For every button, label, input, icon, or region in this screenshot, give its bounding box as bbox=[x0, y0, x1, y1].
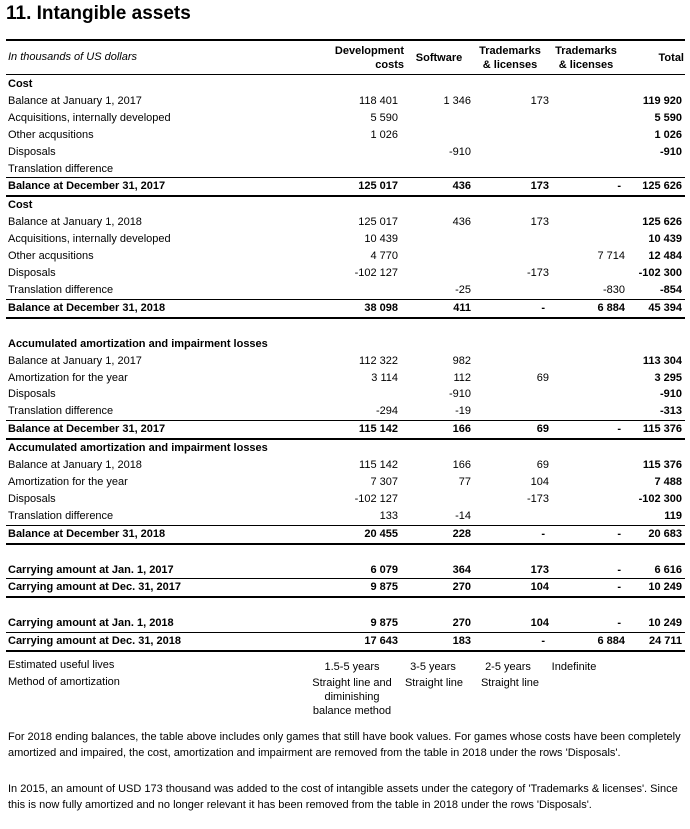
table-row bbox=[6, 144, 685, 161]
cell-development-costs: -102 127 bbox=[354, 492, 398, 505]
cell-total: 3 295 bbox=[654, 371, 682, 384]
cell-development-costs: 9 875 bbox=[370, 617, 398, 630]
total-row bbox=[6, 633, 685, 651]
cell-trademarks-2 bbox=[553, 370, 629, 387]
section-header-row bbox=[6, 76, 685, 93]
row-label: Balance at December 31, 2017 bbox=[6, 421, 310, 439]
cell-software: -14 bbox=[455, 509, 471, 522]
cell-trademarks-2 bbox=[553, 214, 629, 231]
cell-total: 113 304 bbox=[642, 354, 682, 367]
cell-trademarks-1: 173 bbox=[530, 563, 549, 576]
row-label bbox=[6, 318, 310, 336]
cell-total bbox=[629, 76, 685, 93]
method-of-amortization-label: Method of amortization bbox=[8, 676, 120, 688]
table-row bbox=[6, 265, 685, 282]
cell-total: -102 300 bbox=[638, 492, 682, 505]
cell-software bbox=[402, 161, 475, 178]
table-row bbox=[6, 282, 685, 299]
cell-trademarks-2: - bbox=[553, 421, 629, 439]
cell-trademarks-1 bbox=[475, 508, 553, 525]
cell-trademarks-1 bbox=[475, 336, 553, 353]
software-life: 3-5 years bbox=[410, 661, 456, 673]
cell-trademarks-2 bbox=[553, 231, 629, 248]
dev-costs-method-line2: diminishing bbox=[324, 691, 380, 703]
cell-total: 7 488 bbox=[654, 475, 682, 488]
cell-trademarks-2 bbox=[553, 196, 629, 214]
table-row bbox=[6, 615, 685, 632]
cell-development-costs: 7 307 bbox=[370, 475, 398, 488]
note-paragraph-1: For 2018 ending balances, the table above includes only games that still have book values. For games whose costs have been completely amortized and impaired, the cost, amortization and impairment are removed from the table in 2018 under the rows 'Disposals'. bbox=[8, 731, 681, 759]
cell-trademarks-2: - bbox=[553, 525, 629, 543]
cell-trademarks-2: 6 884 bbox=[553, 299, 629, 317]
row-label: Balance at December 31, 2018 bbox=[6, 299, 310, 317]
cell-software: 411 bbox=[402, 299, 475, 317]
cell-total: -313 bbox=[659, 405, 682, 418]
cell-trademarks-2: - bbox=[553, 579, 629, 597]
cell-trademarks-2 bbox=[553, 457, 629, 474]
cell-trademarks-1: -173 bbox=[526, 492, 549, 505]
cell-trademarks-1: - bbox=[475, 633, 553, 651]
cell-software: 166 bbox=[452, 459, 471, 472]
spacer-row bbox=[6, 597, 685, 615]
spacer-row bbox=[6, 318, 685, 336]
cell-total: 119 920 bbox=[642, 94, 682, 107]
header-top-rule bbox=[6, 39, 685, 41]
cell-total: -102 300 bbox=[638, 266, 682, 279]
cell-total: -910 bbox=[659, 145, 682, 158]
cell-trademarks-1 bbox=[475, 282, 553, 299]
cell-trademarks-1 bbox=[475, 248, 553, 265]
table-row bbox=[6, 386, 685, 403]
table-row bbox=[6, 93, 685, 110]
cell-trademarks-2: 6 884 bbox=[553, 633, 629, 651]
row-label: Cost bbox=[8, 199, 33, 212]
cell-development-costs bbox=[310, 161, 402, 178]
table-row bbox=[6, 474, 685, 491]
row-label: Disposals bbox=[8, 145, 56, 158]
cell-total bbox=[629, 544, 685, 562]
cell-development-costs: 4 770 bbox=[370, 250, 398, 263]
cell-trademarks-2: 7 714 bbox=[597, 250, 625, 263]
cell-software bbox=[402, 336, 475, 353]
cell-development-costs bbox=[310, 144, 402, 161]
cell-development-costs bbox=[310, 282, 402, 299]
cell-trademarks-2 bbox=[553, 93, 629, 110]
row-label: Carrying amount at Dec. 31, 2018 bbox=[6, 633, 310, 651]
row-label: Balance at January 1, 2018 bbox=[8, 459, 142, 472]
cell-development-costs: 125 017 bbox=[358, 216, 398, 229]
cell-software: 112 bbox=[453, 371, 471, 384]
cell-software bbox=[402, 76, 475, 93]
cell-trademarks-2: -830 bbox=[602, 283, 625, 296]
table-row bbox=[6, 508, 685, 525]
table-row bbox=[6, 127, 685, 144]
total-row bbox=[6, 421, 685, 439]
cell-development-costs bbox=[310, 196, 402, 214]
total-row bbox=[6, 299, 685, 317]
cell-development-costs: 133 bbox=[379, 509, 398, 522]
dev-costs-method-line1: Straight line and bbox=[312, 677, 392, 689]
cell-software bbox=[402, 597, 475, 615]
cell-development-costs: 20 455 bbox=[310, 525, 402, 543]
cell-development-costs bbox=[310, 318, 402, 336]
trademarks-2-life: Indefinite bbox=[551, 661, 597, 673]
cell-software: -910 bbox=[448, 145, 471, 158]
cell-software bbox=[402, 439, 475, 457]
col-header-trademarks-1 bbox=[470, 44, 550, 72]
cell-trademarks-1 bbox=[475, 597, 553, 615]
cell-trademarks-1: 69 bbox=[475, 421, 553, 439]
cell-total: 125 626 bbox=[629, 178, 685, 196]
cell-trademarks-1 bbox=[475, 318, 553, 336]
cell-software: -19 bbox=[455, 405, 471, 418]
cell-trademarks-2 bbox=[553, 474, 629, 491]
cell-development-costs: 10 439 bbox=[364, 233, 398, 246]
cell-trademarks-2 bbox=[553, 544, 629, 562]
cell-development-costs bbox=[310, 336, 402, 353]
table-row bbox=[6, 457, 685, 474]
cell-total bbox=[629, 597, 685, 615]
col-header-total: Total bbox=[658, 52, 684, 64]
cell-development-costs: -102 127 bbox=[354, 266, 398, 279]
col-header-development-line1: Development bbox=[334, 45, 404, 57]
cell-trademarks-1: - bbox=[475, 299, 553, 317]
cell-trademarks-2 bbox=[553, 353, 629, 370]
cell-trademarks-2: - bbox=[553, 178, 629, 196]
cell-trademarks-2 bbox=[553, 265, 629, 282]
cell-software: 270 bbox=[452, 617, 471, 630]
cell-total: 6 616 bbox=[654, 563, 682, 576]
cell-development-costs: 118 401 bbox=[359, 94, 398, 107]
spacer-row bbox=[6, 544, 685, 562]
row-label: Carrying amount at Jan. 1, 2018 bbox=[8, 617, 174, 630]
header-bottom-rule bbox=[6, 74, 685, 75]
cell-trademarks-1: - bbox=[475, 525, 553, 543]
col-header-trademarks-1-line2: & licenses bbox=[482, 59, 538, 71]
cell-software bbox=[402, 544, 475, 562]
cell-total: -910 bbox=[659, 388, 682, 401]
cell-development-costs: 5 590 bbox=[370, 111, 398, 124]
cell-trademarks-2 bbox=[553, 403, 629, 420]
row-label: Balance at January 1, 2017 bbox=[8, 354, 142, 367]
cell-total bbox=[629, 196, 685, 214]
col-header-trademarks-2-line2: & licenses bbox=[558, 59, 614, 71]
cell-development-costs: -294 bbox=[375, 405, 398, 418]
cell-development-costs: 17 643 bbox=[310, 633, 402, 651]
cell-total bbox=[629, 439, 685, 457]
trademarks-1-life: 2-5 years bbox=[485, 661, 531, 673]
cell-total: 20 683 bbox=[629, 525, 685, 543]
row-label bbox=[6, 597, 310, 615]
cell-software: 364 bbox=[452, 563, 471, 576]
estimated-useful-lives-label: Estimated useful lives bbox=[8, 659, 115, 671]
software-method: Straight line bbox=[404, 677, 464, 689]
table-row bbox=[6, 370, 685, 387]
cell-trademarks-2 bbox=[553, 144, 629, 161]
cell-total: 24 711 bbox=[629, 633, 685, 651]
cell-software: -910 bbox=[448, 388, 471, 401]
cell-trademarks-1: -173 bbox=[526, 266, 549, 279]
cell-trademarks-1 bbox=[475, 76, 553, 93]
table-row bbox=[6, 161, 685, 178]
dev-costs-life: 1.5-5 years bbox=[324, 661, 380, 673]
cell-software: 982 bbox=[452, 354, 471, 367]
table-row bbox=[6, 403, 685, 420]
cell-development-costs bbox=[310, 386, 402, 403]
cell-development-costs: 3 114 bbox=[371, 371, 398, 384]
cell-software: 1 346 bbox=[443, 94, 471, 107]
cell-software bbox=[402, 196, 475, 214]
row-label: Translation difference bbox=[8, 283, 114, 296]
cell-development-costs: 9 875 bbox=[310, 579, 402, 597]
row-label: Carrying amount at Jan. 1, 2017 bbox=[8, 563, 174, 576]
cell-trademarks-1 bbox=[475, 144, 553, 161]
cell-total: 125 626 bbox=[642, 216, 682, 229]
cell-total bbox=[629, 161, 685, 178]
cell-trademarks-1 bbox=[475, 231, 553, 248]
dev-costs-method-line3: balance method bbox=[312, 705, 392, 717]
cell-trademarks-2 bbox=[553, 336, 629, 353]
col-header-trademarks-2 bbox=[548, 44, 624, 72]
cell-software: 166 bbox=[402, 421, 475, 439]
row-label bbox=[6, 544, 310, 562]
trademarks-1-method: Straight line bbox=[480, 677, 540, 689]
cell-software bbox=[402, 127, 475, 144]
cell-trademarks-1: 173 bbox=[530, 94, 549, 107]
cell-total: 12 484 bbox=[648, 250, 682, 263]
cell-software: 436 bbox=[402, 178, 475, 196]
cell-development-costs bbox=[310, 76, 402, 93]
cell-total: 1 026 bbox=[654, 128, 682, 141]
row-label: Accumulated amortization and impairment losses bbox=[8, 442, 268, 455]
cell-trademarks-1: 69 bbox=[536, 371, 549, 384]
cell-total: 5 590 bbox=[654, 111, 682, 124]
col-header-trademarks-1-line1: Trademarks bbox=[479, 45, 541, 57]
row-label: Balance at December 31, 2017 bbox=[6, 178, 310, 196]
row-label: Acquisitions, internally developed bbox=[8, 111, 171, 124]
cell-trademarks-1 bbox=[475, 403, 553, 420]
cell-trademarks-2 bbox=[553, 386, 629, 403]
row-label: Acquisitions, internally developed bbox=[8, 233, 171, 246]
table-row bbox=[6, 214, 685, 231]
cell-trademarks-2: - bbox=[617, 617, 621, 630]
section-header-row bbox=[6, 439, 685, 457]
row-label: Other acqusitions bbox=[8, 128, 94, 141]
cell-development-costs: 38 098 bbox=[310, 299, 402, 317]
cell-development-costs: 1 026 bbox=[370, 128, 398, 141]
cell-trademarks-1: 104 bbox=[530, 475, 549, 488]
row-label: Amortization for the year bbox=[8, 475, 128, 488]
cell-trademarks-1 bbox=[475, 353, 553, 370]
row-label: Balance at December 31, 2018 bbox=[6, 525, 310, 543]
cell-total: 10 439 bbox=[648, 233, 682, 246]
row-label: Accumulated amortization and impairment losses bbox=[8, 337, 268, 350]
cell-trademarks-2 bbox=[553, 161, 629, 178]
col-header-development bbox=[312, 44, 404, 72]
row-label: Disposals bbox=[8, 492, 56, 505]
cell-trademarks-1: 173 bbox=[475, 178, 553, 196]
cell-development-costs: 6 079 bbox=[370, 563, 398, 576]
cell-software bbox=[402, 110, 475, 127]
cell-trademarks-2 bbox=[553, 127, 629, 144]
cell-total: 10 249 bbox=[629, 579, 685, 597]
table-row bbox=[6, 110, 685, 127]
cell-total bbox=[629, 336, 685, 353]
cell-trademarks-1 bbox=[475, 386, 553, 403]
row-label: Translation difference bbox=[8, 405, 114, 418]
unit-label: In thousands of US dollars bbox=[8, 51, 138, 63]
cell-development-costs bbox=[310, 439, 402, 457]
note-paragraph-2: In 2015, an amount of USD 173 thousand was added to the cost of intangible assets under the category of 'Trademarks & licenses'. Since this is now fully amortized and no longer relevant it has been removed from the table in 2018 under the rows 'Disposals'. bbox=[8, 783, 678, 811]
row-label: Other acqusitions bbox=[8, 250, 94, 263]
cell-total: -854 bbox=[659, 283, 682, 296]
cell-software bbox=[402, 231, 475, 248]
cell-development-costs: 115 142 bbox=[359, 459, 398, 472]
cell-total: 10 249 bbox=[648, 617, 682, 630]
cell-software: 77 bbox=[458, 475, 471, 488]
cell-total: 115 376 bbox=[642, 459, 682, 472]
col-header-trademarks-2-line1: Trademarks bbox=[555, 45, 617, 57]
row-label: Disposals bbox=[8, 388, 56, 401]
cell-software bbox=[402, 318, 475, 336]
cell-trademarks-2 bbox=[553, 491, 629, 508]
col-header-software: Software bbox=[415, 52, 463, 64]
table-row bbox=[6, 248, 685, 265]
cell-development-costs bbox=[310, 544, 402, 562]
cell-development-costs: 112 322 bbox=[359, 354, 398, 367]
cell-trademarks-2 bbox=[553, 110, 629, 127]
section-header-row bbox=[6, 336, 685, 353]
table-row bbox=[6, 231, 685, 248]
row-label: Amortization for the year bbox=[8, 371, 128, 384]
cell-software bbox=[402, 491, 475, 508]
total-row bbox=[6, 178, 685, 196]
cell-trademarks-1: 104 bbox=[530, 617, 549, 630]
row-label: Cost bbox=[8, 78, 33, 90]
cell-trademarks-2: - bbox=[617, 563, 621, 576]
cell-trademarks-1 bbox=[475, 544, 553, 562]
intangible-assets-table bbox=[6, 76, 685, 652]
row-label: Translation difference bbox=[8, 509, 114, 522]
table-row bbox=[6, 562, 685, 579]
cell-trademarks-2 bbox=[553, 439, 629, 457]
table-row bbox=[6, 491, 685, 508]
cell-trademarks-1 bbox=[475, 196, 553, 214]
cell-trademarks-1 bbox=[475, 110, 553, 127]
cell-trademarks-1: 104 bbox=[475, 579, 553, 597]
cell-trademarks-1 bbox=[475, 127, 553, 144]
cell-software: 183 bbox=[402, 633, 475, 651]
col-header-development-line2: costs bbox=[375, 59, 404, 71]
cell-software bbox=[402, 265, 475, 282]
cell-total bbox=[629, 318, 685, 336]
cell-development-costs: 115 142 bbox=[310, 421, 402, 439]
row-label: Translation difference bbox=[8, 162, 114, 175]
cell-total: 119 bbox=[664, 509, 682, 522]
total-row bbox=[6, 579, 685, 597]
row-label: Balance at January 1, 2018 bbox=[8, 216, 142, 229]
cell-trademarks-1: 69 bbox=[536, 459, 549, 472]
table-row bbox=[6, 353, 685, 370]
cell-software bbox=[402, 248, 475, 265]
cell-trademarks-2 bbox=[553, 597, 629, 615]
row-label: Disposals bbox=[8, 266, 56, 279]
cell-development-costs: 125 017 bbox=[310, 178, 402, 196]
cell-trademarks-2 bbox=[553, 508, 629, 525]
cell-total: 115 376 bbox=[629, 421, 685, 439]
cell-trademarks-1 bbox=[475, 161, 553, 178]
cell-trademarks-2 bbox=[553, 76, 629, 93]
cell-software: 228 bbox=[402, 525, 475, 543]
cell-trademarks-1: 173 bbox=[530, 216, 549, 229]
cell-software: 270 bbox=[402, 579, 475, 597]
cell-trademarks-1 bbox=[475, 439, 553, 457]
dev-costs-method bbox=[300, 676, 404, 718]
cell-total: 45 394 bbox=[629, 299, 685, 317]
row-label: Carrying amount at Dec. 31, 2017 bbox=[6, 579, 310, 597]
row-label: Balance at January 1, 2017 bbox=[8, 94, 142, 107]
cell-software: -25 bbox=[455, 283, 471, 296]
cell-trademarks-2 bbox=[553, 318, 629, 336]
page-title: 11. Intangible assets bbox=[6, 3, 191, 24]
total-row bbox=[6, 525, 685, 543]
cell-software: 436 bbox=[452, 216, 471, 229]
cell-development-costs bbox=[310, 597, 402, 615]
section-header-row bbox=[6, 196, 685, 214]
